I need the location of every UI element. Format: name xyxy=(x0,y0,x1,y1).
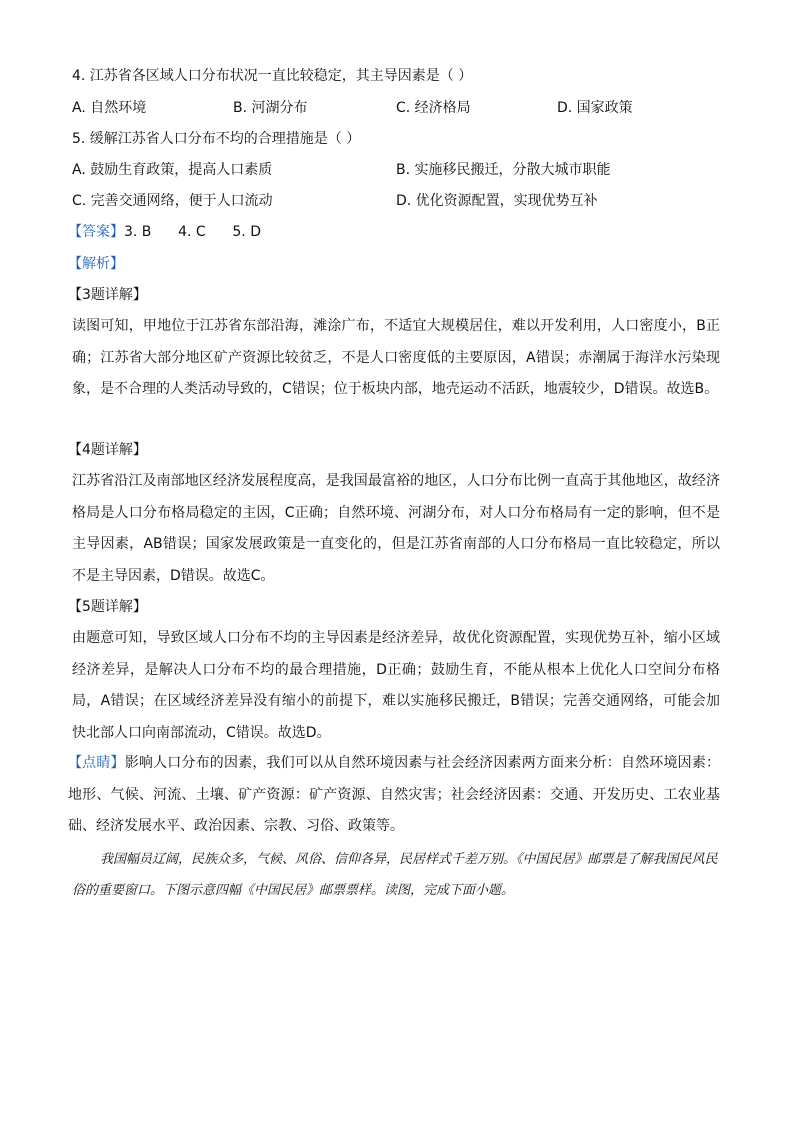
q5-stem: 5. 缓解江苏省人口分布不均的合理措施是（ ） xyxy=(72,131,361,147)
detail-4-label: 【4题详解】 xyxy=(68,442,147,458)
detail-5-label: 【5题详解】 xyxy=(68,599,147,615)
answer-label: 【答案】 xyxy=(68,224,124,240)
tip-label: 【点睛】 xyxy=(68,755,125,771)
detail-5-text: 由题意可知，导致区域人口分布不均的主导因素是经济差异，故优化资源配置，实现优势互补，缩小区域经济差异，是解决人口分布不均的最合理措施，D正确；鼓励生育，不能从根本上优化人口空间分布格局，A错误；在区域经济差异没有缩小的前提下，难以实施移民搬迁，B错误；完善交通网络，可能会加快北部人口向南部流动，C错误。故选D。 xyxy=(72,630,720,741)
tip-paragraph xyxy=(68,748,720,843)
detail-4-text: 江苏省沿江及南部地区经济发展程度高，是我国最富裕的地区，人口分布比例一直高于其他地区，故经济格局是人口分布格局稳定的主因，C正确；自然环境、河湖分布，对人口分布格局有一定的影响，但不是主导因素，AB错误；国家发展政策是一直变化的，但是江苏省南部的人口分布格局一直比较稳定，所以不是主导因素，D错误。故选C。 xyxy=(72,473,720,584)
next-question-intro: 我国幅员辽阔，民族众多，气候、风俗、信仰各异，民居样式千差万别。《中国民居》邮票是了解我国民风民俗的重要窗口。下图示意四幅《中国民居》邮票票样。读图，完成下面小题。 xyxy=(72,852,718,898)
analysis-label: 【解析】 xyxy=(68,256,124,272)
q4-option-c: C. 经济格局 xyxy=(396,100,471,116)
answer-values: 3. B 4. C 5. D xyxy=(124,224,261,240)
q5-option-b: B. 实施移民搬迁，分散大城市职能 xyxy=(396,162,611,178)
q5-option-d: D. 优化资源配置，实现优势互补 xyxy=(396,193,598,209)
answer-line xyxy=(68,222,261,242)
detail-3-text: 读图可知，甲地位于江苏省东部沿海，滩涂广布，不适宜大规模居住，难以开发利用，人口密度小，B正确；江苏省大部分地区矿产资源比较贫乏，不是人口密度低的主要原因，A错误；赤潮属于海洋水污染现象，是不合理的人类活动导致的，C错误；位于板块内部，地壳运动不活跃，地震较少，D错误。故选B。 xyxy=(72,318,720,397)
tip-text: 影响人口分布的因素，我们可以从自然环境因素与社会经济因素两方面来分析：自然环境因素：地形、气候、河流、土壤、矿产资源：矿产资源、自然灾害；社会经济因素：交通、开发历史、工农业基础、经济发展水平、政治因素、宗教、习俗、政策等。 xyxy=(68,755,721,834)
q5-option-c: C. 完善交通网络，便于人口流动 xyxy=(72,193,273,209)
q4-option-b: B. 河湖分布 xyxy=(233,100,308,116)
q4-stem: 4. 江苏省各区域人口分布状况一直比较稳定，其主导因素是（ ） xyxy=(72,68,473,84)
detail-3-label: 【3题详解】 xyxy=(68,287,147,303)
q4-option-a: A. 自然环境 xyxy=(72,100,147,116)
q5-option-a: A. 鼓励生育政策，提高人口素质 xyxy=(72,162,273,178)
q4-option-d: D. 国家政策 xyxy=(557,100,633,116)
